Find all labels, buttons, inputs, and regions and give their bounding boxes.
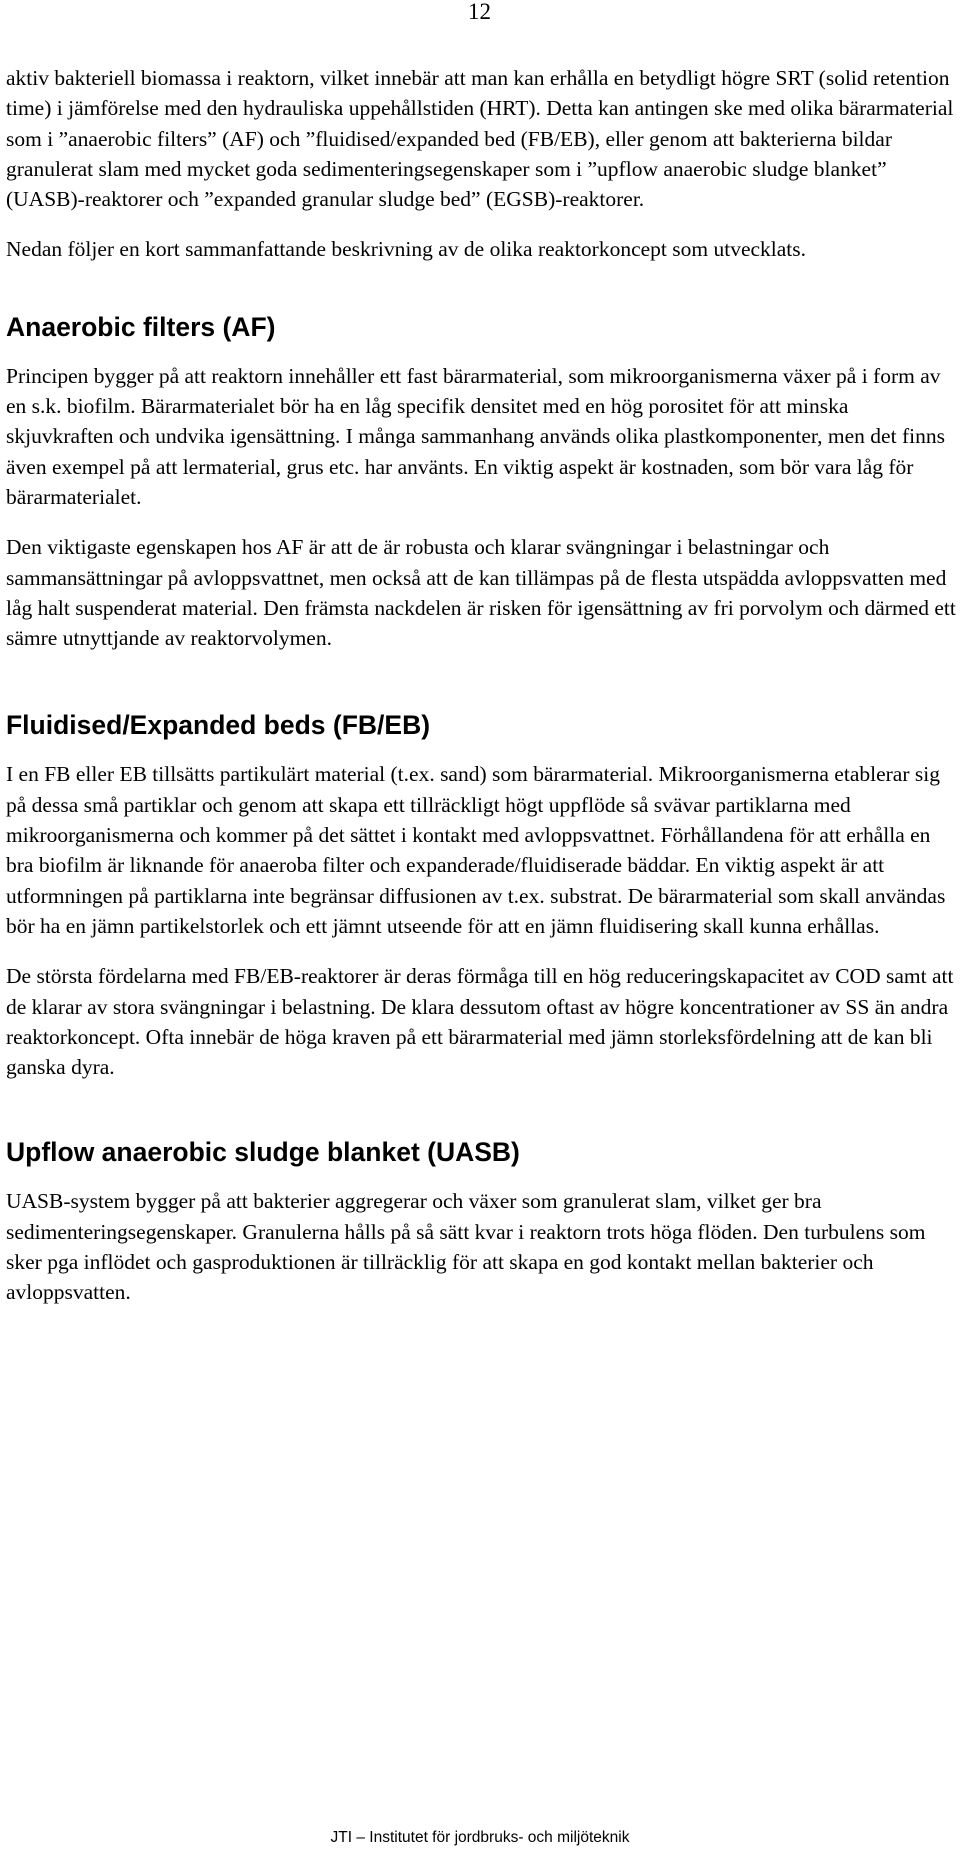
body-paragraph: Principen bygger på att reaktorn innehåller ett fast bärarmaterial, som mikroorganismerna växer på i form av en s.k. biofilm. Bärarmaterialet bör ha en låg specifik densitet med en hög porositet för att minska skjuvkraften och undvika igensättning. I många sammanhang används olika plastkomponenter, men det finns även exempel på att lermaterial, grus etc. har använts. En viktig aspekt är kostnaden, som bör vara låg för bärarmaterialet. bbox=[6, 363, 945, 509]
body-paragraph: UASB-system bygger på att bakterier aggregerar och växer som granulerat slam, vilket ger bra sedimenteringsegenskaper. Granulerna hålls på så sätt kvar i reaktorn trots höga flöden. Den turbulens som sker pga inflödet och gasproduktionen är tillräcklig för att skapa en god kontakt mellan bakterier och avloppsvatten. bbox=[6, 1189, 926, 1305]
page-footer: JTI – Institutet för jordbruks- och miljöteknik bbox=[330, 1829, 630, 1846]
section-heading-anaerobic-filters: Anaerobic filters (AF) bbox=[6, 311, 276, 342]
intro-paragraph: aktiv bakteriell biomassa i reaktorn, vilket innebär att man kan erhålla en betydligt högre SRT (solid retention time) i jämförelse med den hydrauliska uppehållstiden (HRT). Detta kan antingen ske med olika bärarmaterial som i ”anaerobic filters” (AF) och ”fluidised/expanded bed (FB/EB), eller genom att bakterierna bildar granulerat slam med mycket goda sedimenteringsegenskaper som i ”upflow anaerobic sludge blanket” (UASB)-reaktorer och ”expanded granular sludge bed” (EGSB)-reaktorer. bbox=[6, 66, 954, 212]
section-heading-uasb: Upflow anaerobic sludge blanket (UASB) bbox=[6, 1137, 520, 1168]
body-paragraph: De största fördelarna med FB/EB-reaktorer är deras förmåga till en hög reduceringskapacitet av COD samt att de klarar av stora svängningar i belastning. De klara dessutom oftast av högre koncentrationer av SS än andra reaktorkoncept. Ofta innebär de höga kraven på ett bärarmaterial med jämn storleksfördelning att de kan bli ganska dyra. bbox=[6, 964, 954, 1080]
document-body bbox=[6, 63, 958, 1328]
body-paragraph: Den viktigaste egenskapen hos AF är att de är robusta och klarar svängningar i belastningar och sammansättningar på avloppsvattnet, men också att de kan tillämpas på de flesta utspädda avloppsvatten med låg halt suspenderat material. Den främsta nackdelen är risken för igensättning av fri porvolym och därmed ett sämre utnyttjande av reaktorvolymen. bbox=[6, 535, 956, 651]
body-paragraph: I en FB eller EB tillsätts partikulärt material (t.ex. sand) som bärarmaterial. Mikroorganismerna etablerar sig på dessa små partiklar och genom att skapa ett tillräckligt högt uppflöde så svävar partiklarna med mikroorganismerna och kommer på det sättet i kontakt med avloppsvattnet. Förhållandena för att erhålla en bra biofilm är liknande för anaeroba filter och expanderade/fluidiserade bäddar. En viktig aspekt är att utformningen på partiklarna inte begränsar diffusionen av t.ex. substrat. De bärarmaterial som skall användas bör ha en jämn partikelstorlek och ett jämnt utseende för att en jämn fluidisering skall kunna erhållas. bbox=[6, 762, 946, 938]
intro-paragraph: Nedan följer en kort sammanfattande beskrivning av de olika reaktorkoncept som utvecklats. bbox=[6, 237, 807, 262]
page-number: 12 bbox=[468, 0, 491, 24]
section-heading-fluidised-expanded-beds: Fluidised/Expanded beds (FB/EB) bbox=[6, 710, 431, 741]
